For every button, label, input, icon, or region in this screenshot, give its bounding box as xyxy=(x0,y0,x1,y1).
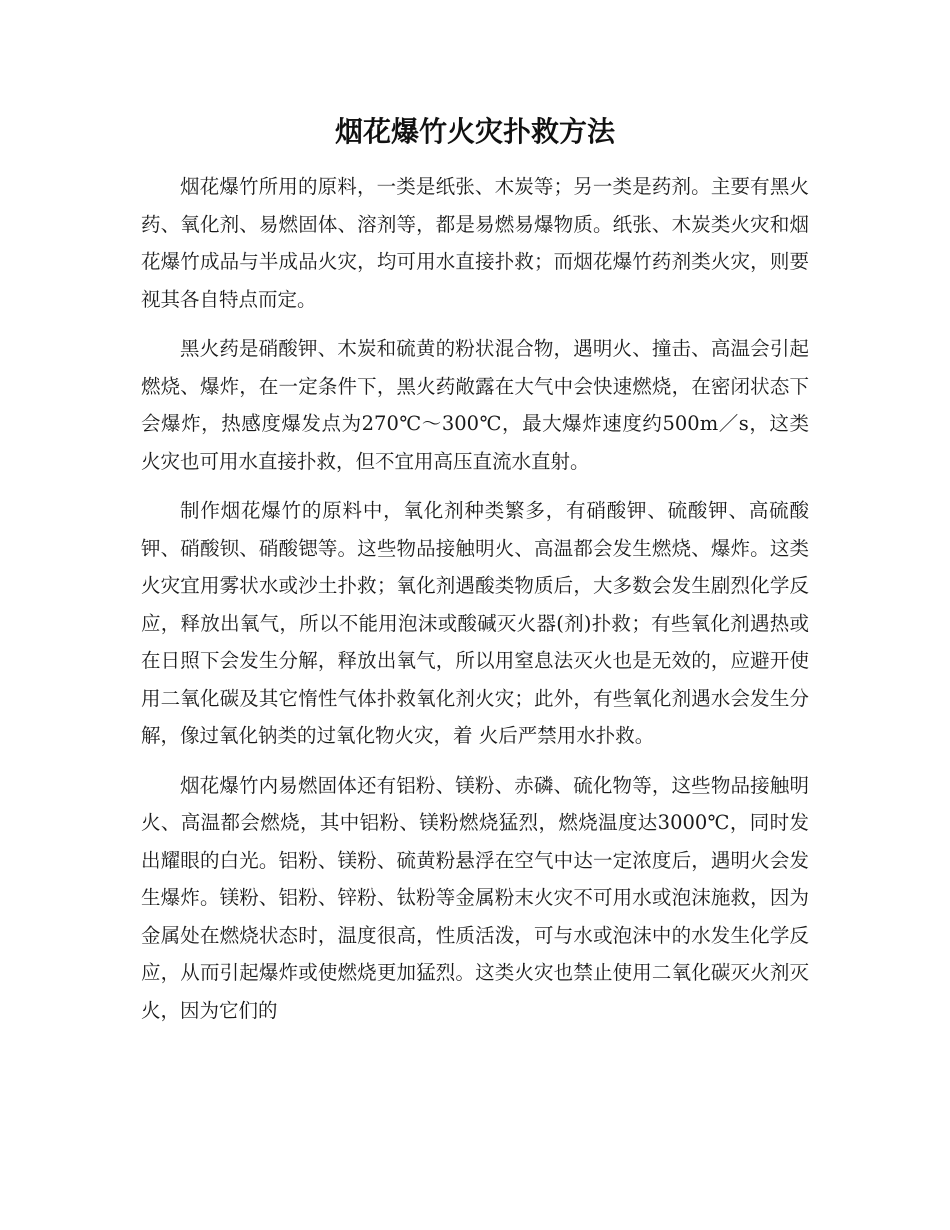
paragraph-flammable-solids: 烟花爆竹内易燃固体还有铝粉、镁粉、赤磷、硫化物等，这些物品接触明火、高温都会燃烧，其中铝粉、镁粉燃烧猛烈，燃烧温度达3000℃，同时发出耀眼的白光。铝粉、镁粉、硫黄粉悬浮在空气中达一定浓度后，遇明火会发生爆炸。镁粉、铝粉、锌粉、钛粉等金属粉末火灾不可用水或泡沫施救，因为金属处在燃烧状态时，温度很高，性质活泼，可与水或泡沫中的水发生化学反应，从而引起爆炸或使燃烧更加猛烈。这类火灾也禁止使用二氧化碳灭火剂灭火，因为它们的 xyxy=(141,773,809,1022)
paragraph-black-powder: 黑火药是硝酸钾、木炭和硫黄的粉状混合物，遇明火、撞击、高温会引起燃烧、爆炸，在一定条件下，黑火药敞露在大气中会快速燃烧，在密闭状态下会爆炸，热感度爆发点为270℃～300℃，最大爆炸速度约500m／s，这类火灾也可用水直接扑救，但不宜用高压直流水直射。 xyxy=(141,337,809,473)
document-title: 烟花爆竹火灾扑救方法 xyxy=(334,115,615,148)
paragraph-oxidizers: 制作烟花爆竹的原料中，氧化剂种类繁多，有硝酸钾、硫酸钾、高硫酸钾、硝酸钡、硝酸锶等。这些物品接触明火、高温都会发生燃烧、爆炸。这类火灾宜用雾状水或沙土扑救；氧化剂遇酸类物质后，大多数会发生剧烈化学反应，释放出氧气，所以不能用泡沫或酸碱灭火器(剂)扑救；有些氧化剂遇热或在日照下会发生分解，释放出氧气，所以用窒息法灭火也是无效的，应避开使用二氧化碳及其它惰性气体扑救氧化剂火灾；此外，有些氧化剂遇水会发生分解，像过氧化钠类的过氧化物火灾，着 火后严禁用水扑救。 xyxy=(141,499,809,747)
paragraph-raw-materials: 烟花爆竹所用的原料，一类是纸张、木炭等；另一类是药剂。主要有黑火药、氧化剂、易燃固体、溶剂等，都是易燃易爆物质。纸张、木炭类火灾和烟花爆竹成品与半成品火灾，均可用水直接扑救；而烟花爆竹药剂类火灾，则要视其各自特点而定。 xyxy=(141,175,809,311)
document-body xyxy=(141,168,809,1041)
